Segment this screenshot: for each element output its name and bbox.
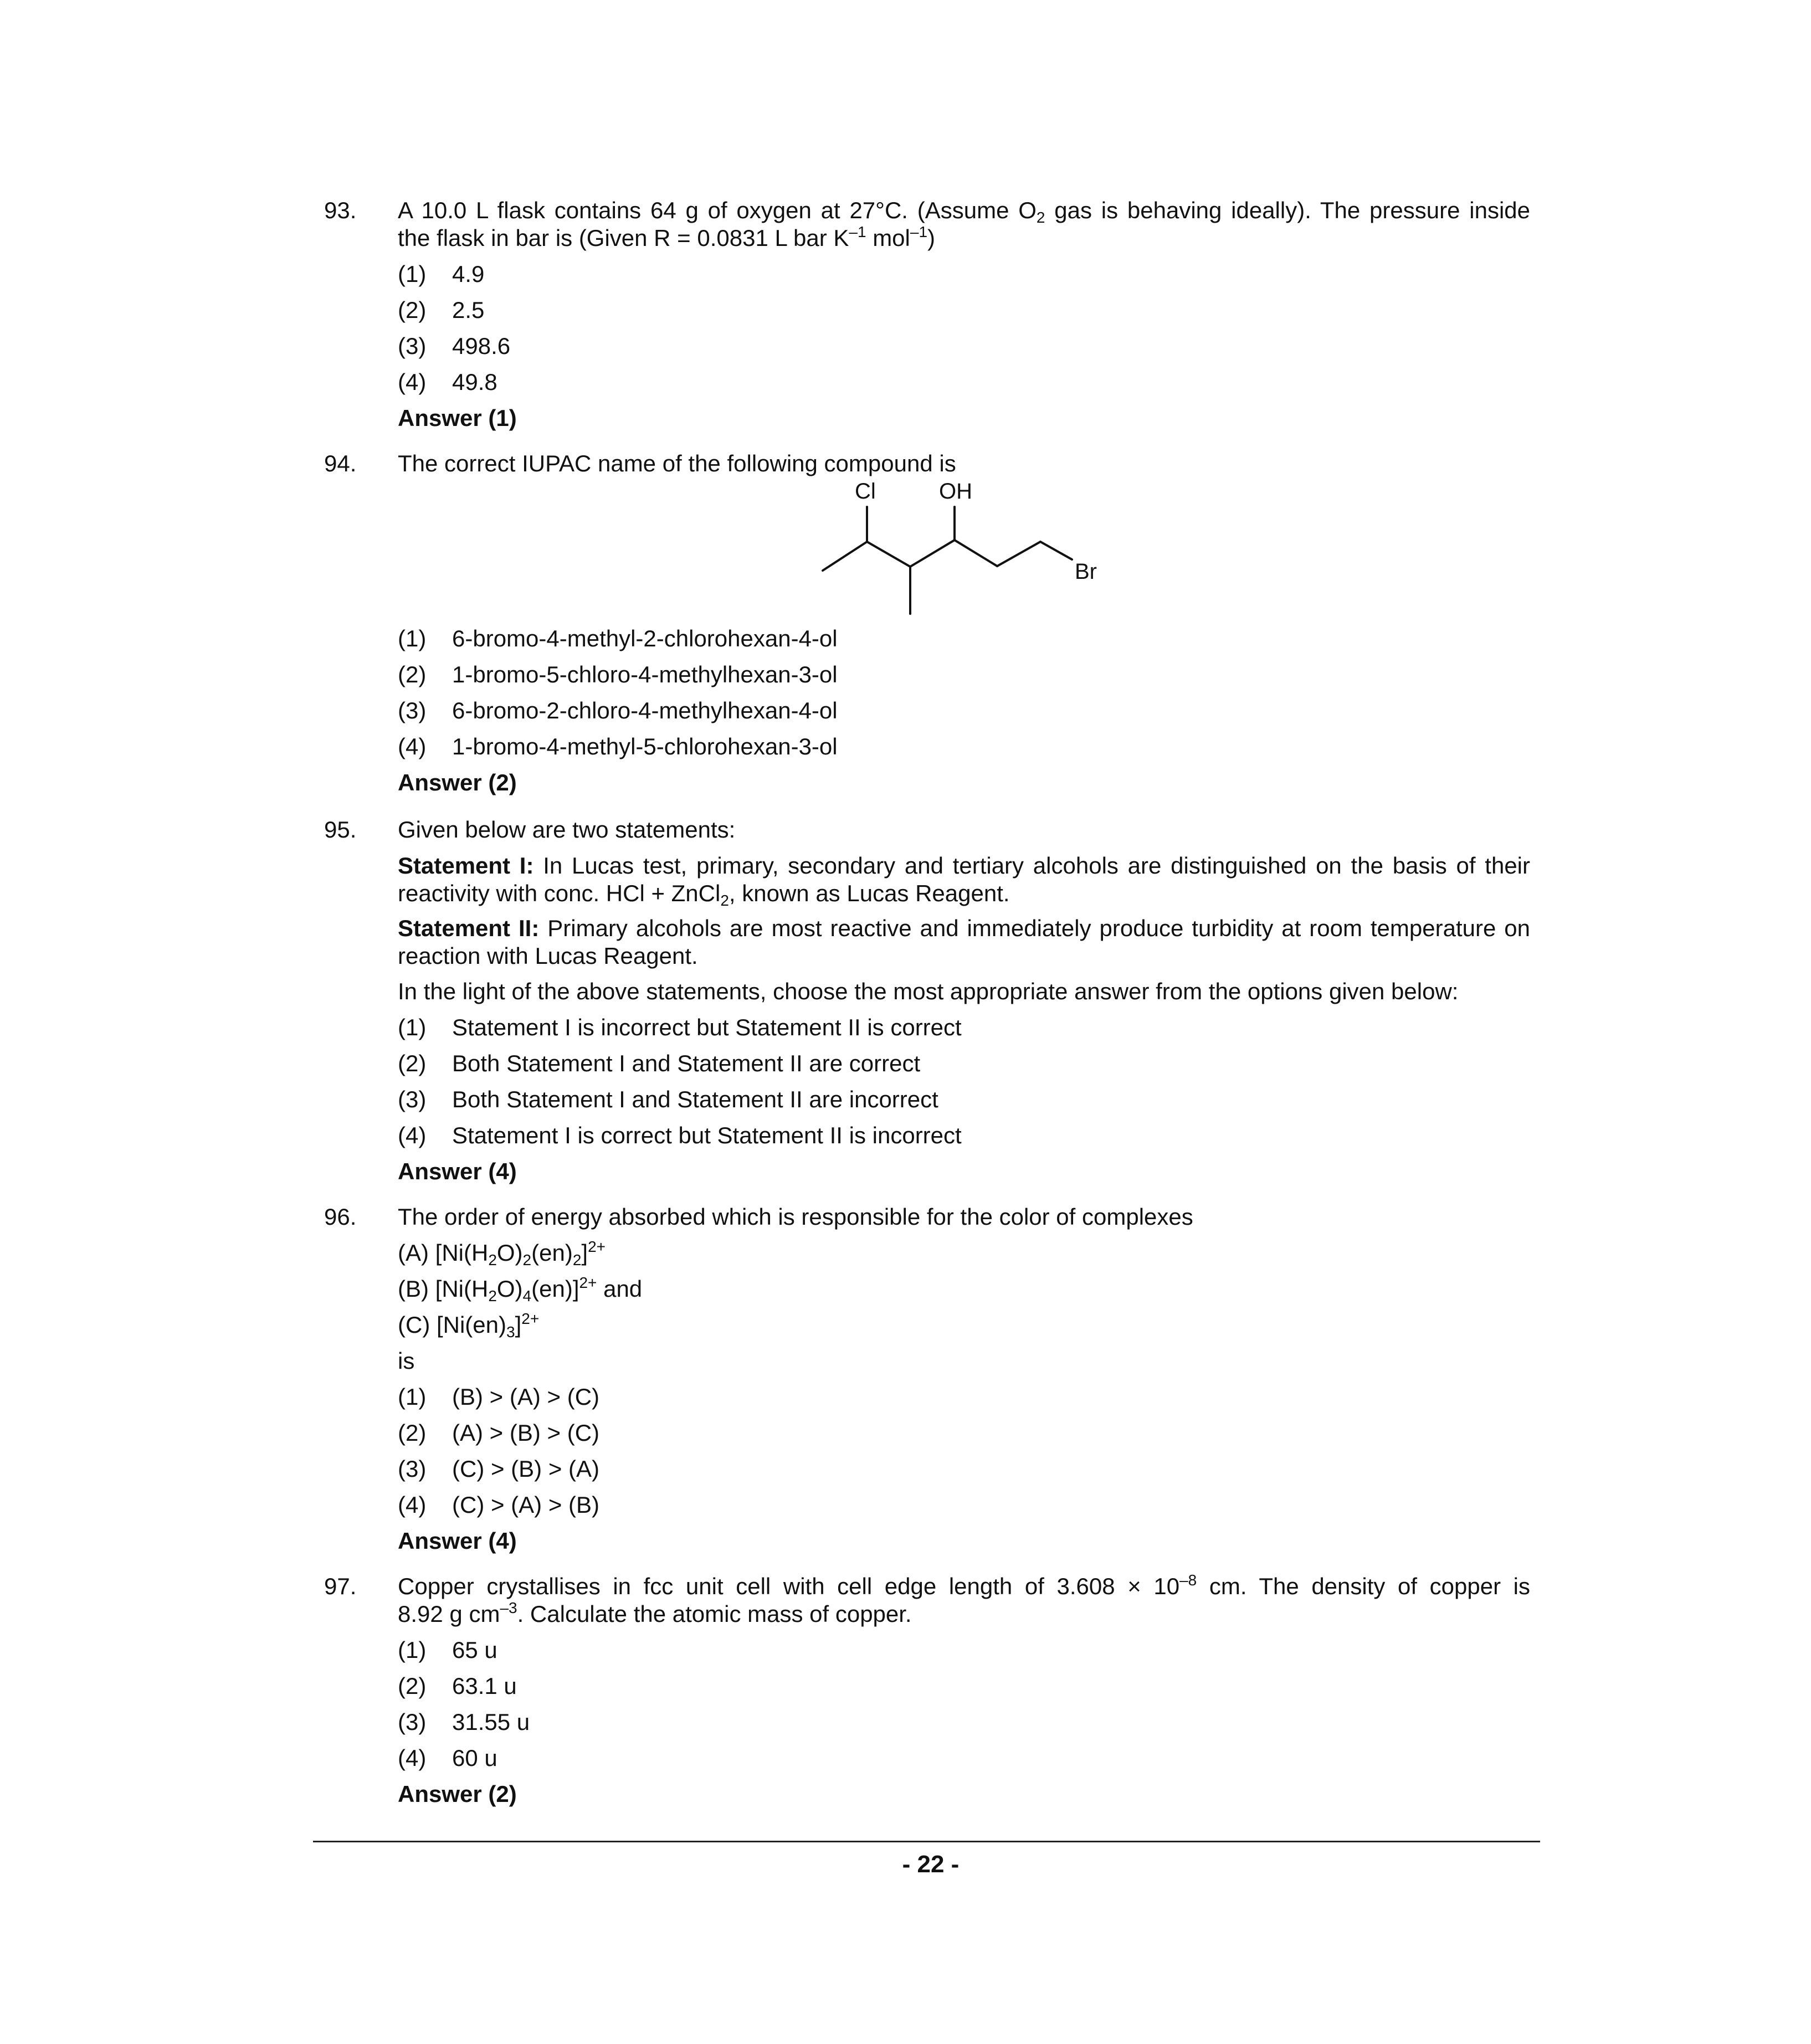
bromine-label: Br: [1075, 559, 1097, 584]
option-4: (4) (C) > (A) > (B): [398, 1492, 600, 1518]
statement-2-line2: reaction with Lucas Reagent.: [398, 943, 698, 969]
question-number: 94.: [324, 450, 357, 476]
chemical-structure: [803, 476, 1114, 631]
option-3: (3) 498.6: [398, 333, 511, 359]
answer: Answer (4): [398, 1528, 517, 1554]
option-2: (2) Both Statement I and Statement II are correct: [398, 1050, 921, 1076]
option-2: (2) 2.5: [398, 297, 485, 323]
question-text-line2: the flask in bar is (Given R = 0.0831 L bar $K^{-1}$ mol$^{-1}$): [398, 223, 936, 251]
question-text-is: is: [398, 1348, 415, 1374]
complex-c: (C) $[Ni(en)_3]^{2+}$: [398, 1310, 540, 1341]
option-1: (1) 6-bromo-4-methyl-2-chlorohexan-4-ol: [398, 625, 838, 651]
option-2: (2) (A) > (B) > (C): [398, 1420, 600, 1446]
question-prompt: In the light of the above statements, choose the most appropriate answer from the options given below:: [398, 978, 1459, 1004]
question-number: 96.: [324, 1204, 357, 1230]
option-3: (3) 6-bromo-2-chloro-4-methylhexan-4-ol: [398, 697, 838, 723]
question-text: The correct IUPAC name of the following compound is: [398, 450, 956, 476]
footer-divider: [313, 1841, 1540, 1842]
option-3: (3) Both Statement I and Statement II are incorrect: [398, 1086, 938, 1112]
hydroxyl-label: OH: [939, 479, 972, 504]
statement-1-line2: reactivity with conc. HCl + ZnCl$_2$, known as Lucas Reagent.: [398, 880, 1010, 909]
option-4: (4) 49.8: [398, 369, 497, 395]
option-3: (3) (C) > (B) > (A): [398, 1456, 600, 1482]
answer: Answer (1): [398, 405, 517, 431]
complex-b: (B) $[Ni(H_2O)_4(en)]^{2+}$ and: [398, 1274, 643, 1305]
page-number: - 22 -: [902, 1851, 960, 1878]
bond: [867, 542, 910, 567]
bond: [997, 542, 1040, 566]
option-1: (1) Statement I is incorrect but Statement II is correct: [398, 1014, 962, 1040]
option-1: (1) (B) > (A) > (C): [398, 1384, 600, 1410]
statement-1: Statement I: In Lucas test, primary, secondary and tertiary alcohols are distinguished on the basis of their: [398, 852, 1530, 879]
bond: [823, 542, 867, 571]
question-intro: Given below are two statements:: [398, 816, 736, 843]
bond: [955, 540, 997, 566]
question-number: 95.: [324, 816, 357, 843]
option-1: (1) 65 u: [398, 1637, 497, 1663]
option-4: (4) 1-bromo-4-methyl-5-chlorohexan-3-ol: [398, 733, 838, 759]
option-3: (3) 31.55 u: [398, 1709, 530, 1735]
answer: Answer (4): [398, 1158, 517, 1184]
chlorine-label: Cl: [855, 479, 876, 504]
option-4: (4) 60 u: [398, 1745, 497, 1771]
option-4: (4) Statement I is correct but Statement II is incorrect: [398, 1122, 962, 1148]
option-2: (2) 63.1 u: [398, 1673, 517, 1699]
question-text-line2: 8.92 g $cm^{-3}$. Calculate the atomic mass of copper.: [398, 1599, 912, 1627]
question-text: Copper crystallises in fcc unit cell with cell edge length of $3.608 \times 10^{-8}$ cm. The density of copper is: [398, 1571, 1531, 1599]
statement-2: Statement II: Primary alcohols are most reactive and immediately produce turbidity at room temperature on: [398, 915, 1530, 941]
question-text: The order of energy absorbed which is responsible for the color of complexes: [398, 1204, 1193, 1230]
bond: [1040, 542, 1072, 559]
question-number: 97.: [324, 1573, 357, 1599]
answer: Answer (2): [398, 1781, 517, 1807]
option-1: (1) 4.9: [398, 261, 485, 287]
complex-a: (A) $[Ni(H_2O)_2(en)_2]^{2+}$: [398, 1238, 606, 1268]
question-number: 93.: [324, 197, 357, 223]
option-2: (2) 1-bromo-5-chloro-4-methylhexan-3-ol: [398, 661, 838, 687]
question-text: A 10.0 L flask contains 64 g of oxygen at 27°C. (Assume $O_2$ gas is behaving ideally). The pressure inside: [398, 197, 1530, 226]
answer: Answer (2): [398, 769, 517, 795]
bond: [910, 540, 955, 567]
